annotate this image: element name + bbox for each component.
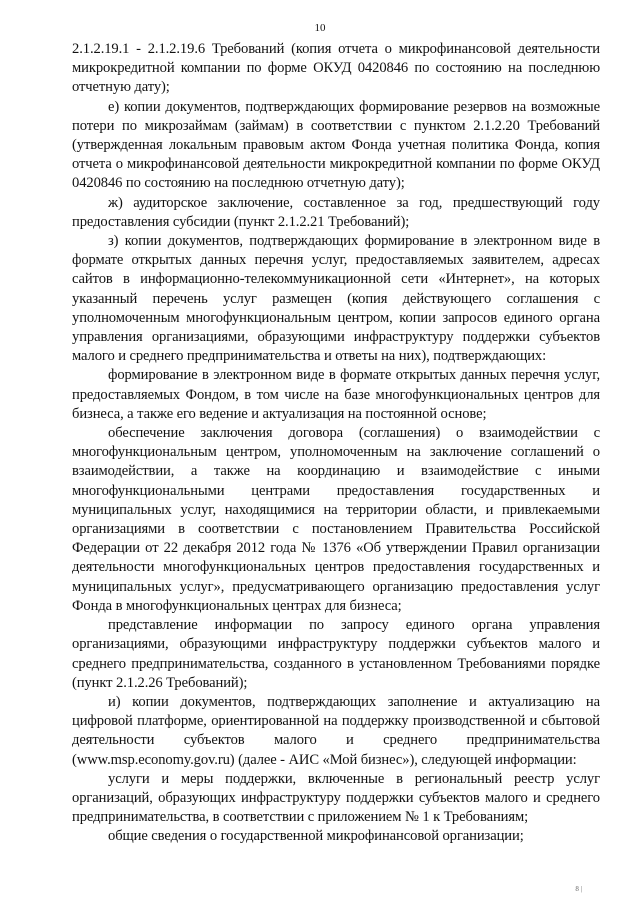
corner-mark: 8 |: [575, 885, 582, 893]
paragraph-subitem-services: услуги и меры поддержки, включенные в региональный реестр услуг организаций, образующих инфраструктуру поддержки субъектов малого и среднего предпринимательства, в соответствии с приложением № 1 к Требованиям;: [72, 770, 600, 826]
paragraph-subitem-agreement: обеспечение заключения договора (соглашения) о взаимодействии с многофункциональным центром, уполномоченным на заключение соглашений о взаимодействии, а также на координацию и взаимодействие с иными многофункциональными центрами предоставления государственных и муниципальных услуг, находящимися на территории области, и привлекаемыми организациями в соответствии с постановлением Правительства Российской Федерации от 22 декабря 2012 года № 1376 «Об утверждении Правил организации деятельности многофункциональных центров предоставления государственных и муниципальных услуг», предусматривающего организацию предоставления услуг Фонда в многофункциональных центрах для бизнеса;: [72, 425, 600, 614]
paragraph-subitem-general-info: общие сведения о государственной микрофинансовой организации;: [108, 828, 524, 845]
paragraph-continuation: 2.1.2.19.1 - 2.1.2.19.6 Требований (копия отчета о микрофинансовой деятельности микрокредитной компании по форме ОКУД 0420846 по состоянию на последнюю отчетную дату);: [72, 41, 600, 96]
paragraph-item-i: и) копии документов, подтверждающих заполнение и актуализацию на цифровой платформе, ориентированной на поддержку производственной и сбытовой деятельности субъектов малого и среднего предпринимательства (www.msp.economy.gov.ru) (далее - АИС «Мой бизнес»), следующей информации:: [72, 693, 600, 768]
document-body: [72, 40, 600, 847]
paragraph-subitem-information: представление информации по запросу единого органа управления организациями, образующими инфраструктуру поддержки субъектов малого и среднего предпринимательства, созданного в установленном Требованиями порядке (пункт 2.1.2.26 Требований);: [72, 617, 600, 691]
page-number: 10: [314, 22, 326, 34]
paragraph-item-zh: ж) аудиторское заключение, составленное за год, предшествующий году предоставления субсидии (пункт 2.1.2.21 Требований);: [72, 194, 600, 230]
paragraph-item-z: з) копии документов, подтверждающих формирование в электронном виде в формате открытых данных перечня услуг, предоставляемых заявителем, адресах сайтов в информационно-телекоммуникационной сети «Интернет», на которых указанный перечень услуг размещен (копия действующего соглашения с уполномоченным многофункциональным центром, копии запросов единого органа управления организациями, образующими инфраструктуру поддержки субъектов малого и среднего предпринимательства и ответы на них), подтверждающих:: [72, 233, 600, 365]
paragraph-item-e: е) копии документов, подтверждающих формирование резервов на возможные потери по микрозаймам (займам) в соответствии с пунктом 2.1.2.20 Требований (утвержденная локальным правовым актом Фонда учетная политика Фонда, копия отчета о микрофинансовой деятельности микрокредитной компании по форме ОКУД 0420846 по состоянию на последнюю отчетную дату);: [72, 98, 600, 192]
paragraph-subitem-forming: формирование в электронном виде в формате открытых данных перечня услуг, предоставляемых Фондом, в том числе на базе многофункциональных центров для бизнеса, а также его ведение и актуализация на постоянной основе;: [72, 367, 600, 422]
